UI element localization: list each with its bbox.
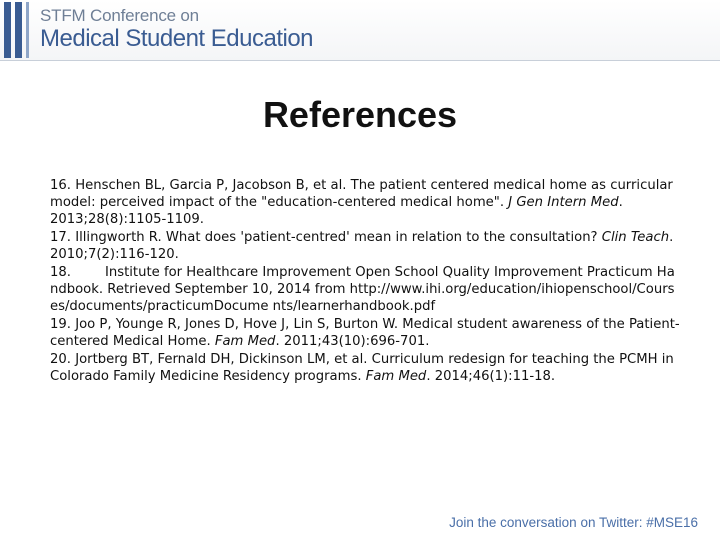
- conference-line-2: Medical Student Education: [40, 25, 314, 52]
- page-title: References: [262, 94, 458, 135]
- reference-citation: . 2010;7(2):116-120.: [50, 230, 674, 262]
- reference-16: [50, 177, 682, 228]
- reference-journal: Fam Med: [214, 334, 276, 349]
- reference-number: 20.: [50, 352, 71, 367]
- reference-number: 18.: [50, 265, 71, 280]
- reference-citation: . 2014;46(1):11-18.: [426, 369, 556, 384]
- reference-number: 16.: [50, 178, 71, 193]
- reference-journal: Clin Teach: [601, 230, 670, 245]
- reference-journal: J Gen Intern Med: [508, 195, 619, 210]
- reference-citation: . 2011;43(10):696-701.: [275, 334, 430, 349]
- reference-text: Jortberg BT, Fernald DH, Dickinson LM, et al. Curriculum redesign for teaching the PCMH in Colorado Family Medicine Residency programs.: [50, 352, 674, 384]
- reference-citation: . 2013;28(8):1105-1109.: [50, 195, 623, 227]
- reference-text: Henschen BL, Garcia P, Jacobson B, et al. The patient centered medical home as curricular model: perceived impact of the "education-centered medical home".: [50, 178, 673, 210]
- reference-19: [50, 316, 682, 350]
- reference-17: [50, 229, 682, 263]
- reference-text: Joo P, Younge R, Jones D, Hove J, Lin S, Burton W. Medical student awareness of the Patient-centered Medical Home.: [50, 317, 680, 349]
- reference-text: Illingworth R. What does 'patient-centred' mean in relation to the consultation?: [75, 230, 602, 245]
- reference-number: 17.: [50, 230, 71, 245]
- reference-20: [50, 351, 682, 385]
- reference-text: Institute for Healthcare Improvement Open School Quality Improvement Practicum Handbook. Retrieved September 10, 2014 from http://www.ihi.org/education/ihiopenschool/Courses/documents/practicumDocume nts/learnerhandbook.pdf: [50, 265, 675, 314]
- reference-list: [50, 177, 682, 386]
- reference-18: [50, 264, 682, 315]
- header-banner: [0, 0, 720, 60]
- reference-journal: Fam Med: [365, 369, 427, 384]
- header-divider: [0, 60, 720, 61]
- conference-line-1: STFM Conference on: [40, 6, 199, 25]
- reference-number: 19.: [50, 317, 71, 332]
- twitter-footer: Join the conversation on Twitter: #MSE16: [449, 515, 698, 530]
- stfm-logo-bars: [4, 2, 34, 58]
